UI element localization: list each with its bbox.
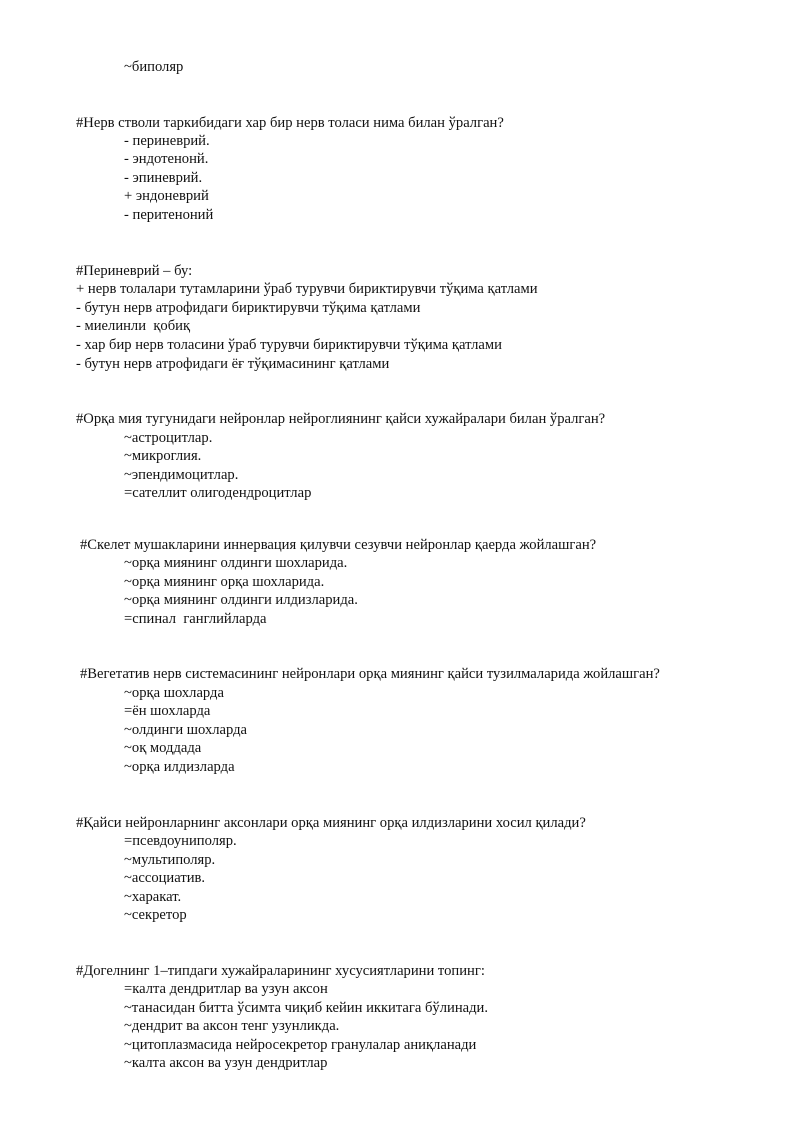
option: ~орқа миянинг олдинги илдизларида. <box>124 592 358 608</box>
option: ~танасидан битта ўсимта чиқиб кейин иккитага бўлинади. <box>124 1000 488 1016</box>
option: ~олдинги шохларда <box>124 722 248 738</box>
option: =сателлит олигодендроцитлар <box>124 485 312 501</box>
option: ~секретор <box>124 907 187 923</box>
question-6: #Қайси нейронларнинг аксонлари орқа миянинг орқа илдизларини хосил қилади? <box>76 815 586 831</box>
option: + нерв толалари тутамларини ўраб турувчи бириктирувчи тўқима қатлами <box>76 281 538 297</box>
option: ~дендрит ва аксон тенг узунликда. <box>124 1018 340 1034</box>
option: ~оқ моддада <box>124 740 202 756</box>
option: ~орқа миянинг орқа шохларида. <box>124 574 325 590</box>
option: ~микроглия. <box>124 448 202 464</box>
option: ~орқа миянинг олдинги шохларида. <box>124 555 348 571</box>
option: ~орқа илдизларда <box>124 759 235 775</box>
option: - хар бир нерв толасини ўраб турувчи бириктирувчи тўқима қатлами <box>76 337 502 353</box>
option: ~ассоциатив. <box>124 870 206 886</box>
question-3: #Орқа мия тугунидаги нейронлар нейроглиянинг қайси хужайралари билан ўралган? <box>76 411 606 427</box>
top-option: ~биполяр <box>124 59 184 75</box>
option: =калта дендритлар ва узун аксон <box>124 981 328 997</box>
question-1: #Нерв стволи таркибидаги хар бир нерв толаси нима билан ўралган? <box>76 115 504 131</box>
option: ~цитоплазмасида нейросекретор гранулалар аниқланади <box>124 1037 477 1053</box>
option: - перитеноний <box>124 207 214 223</box>
option: ~калта аксон ва узун дендритлар <box>124 1055 328 1071</box>
question-4: #Скелет мушакларини иннервация қилувчи сезувчи нейронлар қаерда жойлашган? <box>80 537 597 553</box>
option: ~орқа шохларда <box>124 685 224 701</box>
option: =спинал ганглийларда <box>124 611 267 627</box>
option: - периневрий. <box>124 133 210 149</box>
question-2: #Периневрий – бу: <box>76 263 193 279</box>
option: =псевдоуниполяр. <box>124 833 237 849</box>
option: =ён шохларда <box>124 703 211 719</box>
option: - бутун нерв атрофидаги ёғ тўқимасининг қатлами <box>76 356 390 372</box>
option: - эндотенонй. <box>124 151 209 167</box>
option: ~астроцитлар. <box>124 430 213 446</box>
option: - эпиневрий. <box>124 170 203 186</box>
option: - бутун нерв атрофидаги бириктирувчи тўқима қатлами <box>76 300 421 316</box>
option: ~эпендимоцитлар. <box>124 467 239 483</box>
option: ~харакат. <box>124 889 182 905</box>
option: - миелинли қобиқ <box>76 318 191 334</box>
option: ~мультиполяр. <box>124 852 216 868</box>
question-5: #Вегетатив нерв системасининг нейронлари орқа миянинг қайси тузилмаларида жойлашган? <box>80 666 660 682</box>
question-7: #Догелнинг 1–типдаги хужайраларининг хусусиятларини топинг: <box>76 963 485 979</box>
option: + эндоневрий <box>124 188 209 204</box>
